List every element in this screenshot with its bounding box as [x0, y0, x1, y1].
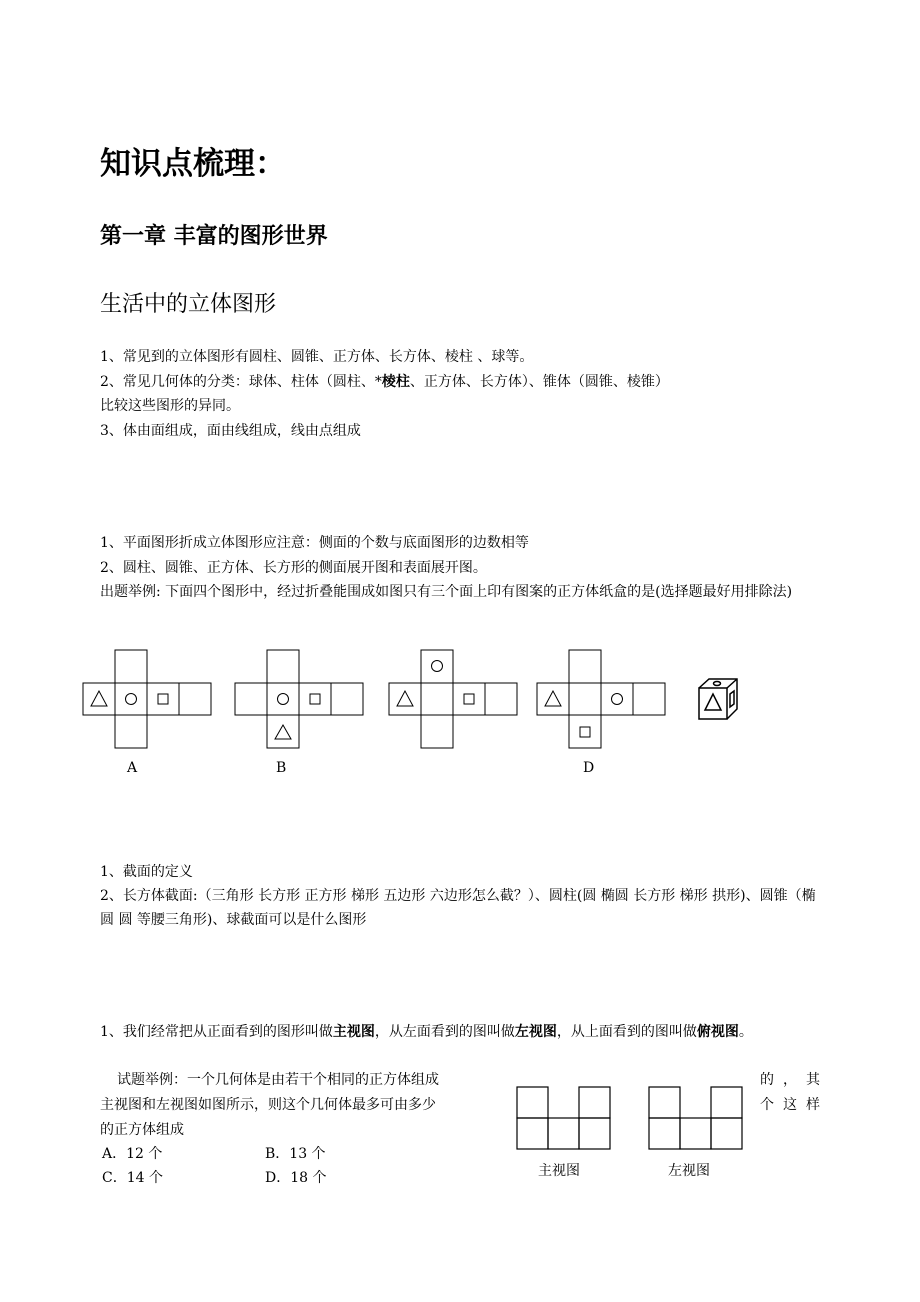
left-view-figure [646, 1085, 746, 1153]
option-label-a: A [127, 760, 138, 776]
b2-line1: 1、平面图形折成立体图形应注意：侧面的个数与底面图形的边数相等 [100, 535, 529, 551]
b2-line2: 2、圆柱、圆锥、正方体、长方形的侧面展开图和表面展开图。 [100, 560, 487, 576]
page-title: 知识点梳理： [100, 146, 286, 182]
b1-line3: 比较这些图形的异同。 [100, 398, 240, 414]
chapter-heading: 第一章 丰富的图形世界 [100, 224, 328, 249]
left-view-caption: 左视图 [668, 1163, 710, 1179]
q-right2: 个 这 样 [760, 1097, 820, 1113]
net-b [232, 648, 368, 750]
option-d: D．18 个 [265, 1170, 327, 1186]
b1-line1: 1、常见到的立体图形有圆柱、圆锥、正方体、长方体、棱柱 、球等。 [100, 349, 534, 365]
b3-line2: 2、长方体截面:（三角形 长方形 正方形 梯形 五边形 六边形怎么截？）、圆柱(圆 椭圆 长方形 梯形 拱形)、圆锥（椭圆 圆 等腰三角形)、球截面可以是什么图形 [100, 888, 816, 928]
option-a: A．12 个 [102, 1146, 163, 1162]
section-heading: 生活中的立体图形 [100, 292, 277, 317]
q-right1: 的 ， 其 [760, 1072, 820, 1088]
option-label-b: B [276, 760, 287, 776]
b2-line3: 出题举例: 下面四个图形中，经过折叠能围成如图只有三个面上印有图案的正方体纸盒的是(选择题最好用排除法) [100, 584, 793, 600]
option-c: C．14 个 [102, 1170, 163, 1186]
option-label-d: D [583, 760, 595, 776]
b1-line2: 2、常见几何体的分类：球体、柱体（圆柱、*棱柱、正方体、长方体）、锥体（圆锥、棱锥） [100, 374, 669, 390]
net-a [80, 648, 216, 750]
option-b: B．13 个 [265, 1146, 326, 1162]
net-d [534, 648, 670, 750]
front-view-figure [514, 1085, 614, 1153]
q-line3: 的正方体组成 [100, 1122, 184, 1138]
q-line1: 试题举例：一个几何体是由若干个相同的正方体组成 [117, 1072, 439, 1088]
front-view-caption: 主视图 [538, 1163, 580, 1179]
b4-line1: 1、我们经常把从正面看到的图形叫做主视图，从左面看到的图叫做左视图，从上面看到的图叫做俯视图。 [100, 1024, 753, 1040]
cube-figure [696, 676, 742, 722]
b1-line4: 3、体由面组成，面由线组成，线由点组成 [100, 423, 361, 439]
q-line2: 主视图和左视图如图所示，则这个几何体最多可由多少 [100, 1097, 436, 1113]
net-c [386, 648, 522, 750]
b3-line1: 1、截面的定义 [100, 864, 193, 880]
